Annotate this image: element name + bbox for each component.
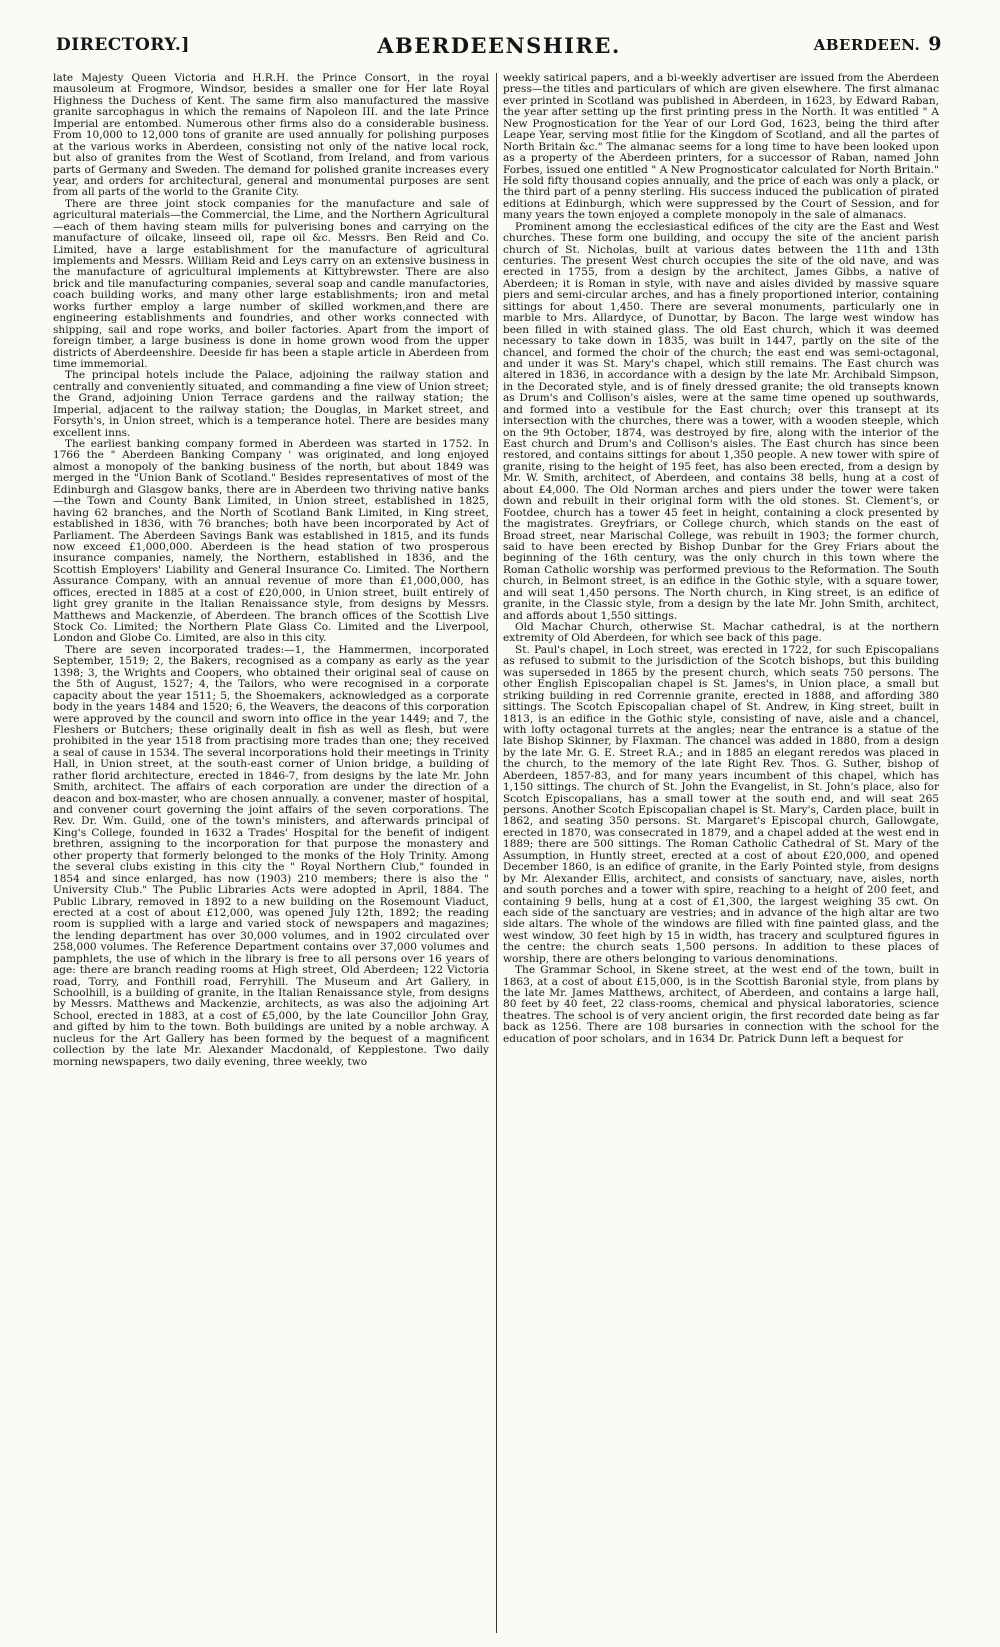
left-column	[53, 73, 489, 1628]
paragraph: The principal hotels include the Palace, adjoining the railway station and centrally and conveniently situated, and commanding a fine view of Union street; the Grand, adjoining Union Terrace gardens and the railway station; the Imperial, adjacent to the railway station; the Douglas, in Market street, and Forsyth's, in Union street, which is a temperance hotel. There are besides many excellent inns.	[53, 369, 489, 439]
section-label: DIRECTORY.]	[56, 35, 190, 55]
paragraph: St. Paul's chapel, in Loch street, was erected in 1722, for such Episcopalians as refused to submit to the jurisdiction of the Scotch bishops, but this building was superseded in 1865 by the present church, which seats 750 persons. The other English Episcopalian chapel is St. James's, in Union place, a small but striking building in red Corrennie granite, erected in 1888, and affording 380 sittings. The Scotch Episcopalian chapel of St. Andrew, in King street, built in 1813, is an edifice in the Gothic style, consisting of nave, aisle and a chancel, with lofty octagonal turrets at the angles; near the entrance is a statue of the late Bishop Skinner, by Flaxman. The chancel was added in 1880, from a design by the late Mr. G. E. Street R.A.; and in 1885 an elegant reredos was placed in the church, to the memory of the late Right Rev. Thos. G. Suther, bishop of Aberdeen, 1857-83, and for many years incumbent of this chapel, which has 1,150 sittings. The church of St. John the Evangelist, in St. John's place, also for Scotch Episcopalians, has a small tower at the south end, and will seat 265 persons. Another Scotch Episcopalian chapel is St. Mary's, Carden place, built in 1862, and seating 350 persons. St. Margaret's Episcopal church, Gallowgate, erected in 1870, was consecrated in 1879, and a chapel added at the west end in 1889; there are 500 sittings. The Roman Catholic Cathedral of St. Mary of the Assumption, in Huntly street, erected at a cost of about £20,000, and opened December 1860, is an edifice of granite, in the Early Pointed style, from designs by Mr. Alexander Ellis, architect, and consists of sanctuary, nave, aisles, north and south porches and a tower with spire, reaching to a height of 200 feet, and containing 9 bells, hung at a cost of £1,300, the largest weighing 35 cwt. On each side of the sanctuary are vestries; and in advance of the high altar are two side altars. The whole of the windows are filled with fine painted glass, and the west window, 30 feet high by 15 in width, has tracery and sculptured figures in the centre: the church seats 1,500 persons. In addition to these places of worship, there are others belonging to various denominations.	[503, 643, 939, 965]
paragraph: The earliest banking company formed in Aberdeen was started in 1752. In 1766 the " Aberdeen Banking Company ' was originated, and long enjoyed almost a monopoly of the banking business of the north, but about 1849 was merged in the "Union Bank of Scotland." Besides representatives of most of the Edinburgh and Glasgow banks, there are in Aberdeen two thriving native banks—the Town and County Bank Limited, in Union street, established in 1825, having 62 branches, and the North of Scotland Bank Limited, in King street, established in 1836, with 76 branches; both have been incorporated by Act of Parliament. The Aberdeen Savings Bank was established in 1815, and its funds now exceed £1,000,000. Aberdeen is the head station of two prosperous insurance companies, namely, the Northern, established in 1836, and the Scottish Employers' Liability and General Insurance Co. Limited. The Northern Assurance Company, with an annual revenue of more than £1,000,000, has offices, erected in 1885 at a cost of £20,000, in Union street, built entirely of light grey granite in the Italian Renaissance style, from designs by Messrs. Matthews and Mackenzie, of Aberdeen. The branch offices of the Scottish Live Stock Co. Limited; the Northern Plate Glass Co. Limited and the Liverpool, London and Globe Co. Limited, are also in this city.	[53, 438, 489, 645]
town-label-group	[814, 33, 942, 55]
county-title: ABERDEENSHIRE.	[377, 33, 621, 58]
paragraph: The Grammar School, in Skene street, at the west end of the town, built in 1863, at a cost of about £15,000, is in the Scottish Baronial style, from plans by the late Mr. James Matthews, architect, of Aberdeen, and contains a large hall, 80 feet by 40 feet, 22 class-rooms, chemical and physical laboratories, science theatres. The school is of very ancient origin, the first recorded date being as far back as 1256. There are 108 bursaries in connection with the school for the education of poor scholars, and in 1634 Dr. Patrick Dunn left a bequest for	[503, 964, 939, 1045]
paragraph: Old Machar Church, otherwise St. Machar cathedral, is at the northern extremity of Old Aberdeen, for which see back of this page.	[503, 621, 939, 645]
paragraph: late Majesty Queen Victoria and H.R.H. the Prince Consort, in the royal mausoleum at Frogmore, Windsor, besides a smaller one for Her late Royal Highness the Duchess of Kent. The same firm also manufactured the massive granite sarcophagus in which the remains of Napoleon III. and the late Prince Imperial are entombed. Numerous other firms also do a considerable business. From 10,000 to 12,000 tons of granite are used annually for polishing purposes at the various works in Aberdeen, consisting not only of the native local rock, but also of granites from the West of Scotland, from Ireland, and from various parts of Germany and Sweden. The demand for polished granite increases every year, and orders for architectural, general and monumental purposes are sent from all parts of the world to the Granite City.	[53, 73, 489, 199]
paragraph: There are three joint stock companies for the manufacture and sale of agricultural materials—the Commercial, the Lime, and the Northern Agricultural—each of them having steam mills for pulverising bones and carrying on the manufacture of oilcake, linseed oil, rape oil &c. Messrs. Ben Reid and Co. Limited, have a large establishment for the manufacture of agricultural implements and Messrs. William Reid and Leys carry on an extensive business in the manufacture of agricultural implements at Kittybrewster. There are also brick and tile manufacturing companies, several soap and candle manufactories, coach building works, and many other large establishments; iron and metal works further employ a large number of skilled workmen,and there are engineering establishments and foundries, and other works connected with shipping, sail and rope works, and boiler factories. Apart from the import of foreign timber, a large business is done in home grown wood from the upper districts of Aberdeenshire. Deeside fir has been a staple article in Aberdeen from time immemorial.	[53, 197, 489, 370]
right-column	[503, 73, 939, 1628]
paragraph: weekly satirical papers, and a bi-weekly advertiser are issued from the Aberdeen press—the titles and particulars of which are given elsewhere. The first almanac ever printed in Scotland was published in Aberdeen, in 1623, by Edward Raban, the year after setting up the first printing press in the North. It was entitled " A New Prognostication for the Year of our Lord God, 1623, being the third after Leape Year, serving most fitlie for the Kingdom of Scotland, and all the partes of North Britain &c." The almanac seems for a long time to have been looked upon as a property of the Aberdeen printers, for a successor of Raban, named John Forbes, issued one entitled " A New Prognosticator calculated for North Britain." He sold fifty thousand copies annually, and the price of each was only a plack, or the third part of a penny sterling. His success induced the publication of pirated editions at Edinburgh, which were suppressed by the Court of Session, and for many years the town enjoyed a complete monopoly in the sale of almanacs.	[503, 73, 939, 222]
column-divider	[496, 73, 497, 1633]
page-number: 9	[928, 33, 942, 55]
paragraph: Prominent among the ecclesiastical edifices of the city are the East and West churches. These form one building, and occupy the site of the ancient parish church of St. Nicholas, built at various dates between the 11th and 13th centuries. The present West church occupies the site of the old nave, and was erected in 1755, from a design by the architect, James Gibbs, a native of Aberdeen; it is Roman in style, with nave and aisles divided by massive square piers and semi-circular arches, and has a finely proportioned interior, containing sittings for about 1,450. There are several monuments, particularly one in marble to Mrs. Allardyce, of Dunottar, by Bacon. The large west window has been filled in with stained glass. The old East church, which it was deemed necessary to take down in 1835, was built in 1447, partly on the site of the chancel, and formed the choir of the church; the east end was semi-octagonal, and under it was St. Mary's chapel, which still remains. The East church was altered in 1836, in accordance with a design by the late Mr. Archibald Simpson, in the Decorated style, and is of finely dressed granite; the old transepts known as Drum's and Collison's aisles, were at the same time opened up southwards, and formed into a vestibule for the East church; over this transept at its intersection with the churches, there was a tower, with a wooden steeple, which on the 9th October, 1874, was destroyed by fire, along with the interior of the East church and Drum's and Collison's aisles. The East church has since been restored, and contains sittings for about 1,350 people. A new tower with spire of granite, rising to the height of 195 feet, has also been erected, from a design by Mr. W. Smith, architect, of Aberdeen, and contains 38 bells, hung at a cost of about £4,000. The Old Norman arches and piers under the tower were taken down and rebuilt in their original form with the old stones. St. Clement's, or Footdee, church has a tower 45 feet in height, containing a clock presented by the magistrates. Greyfriars, or College church, which stands on the east of Broad street, near Marischal College, was rebuilt in 1903; the former church, said to have been erected by Bishop Dunbar for the Grey Friars about the beginning of the 16th century, was the only church in this town where the Roman Catholic worship was performed previous to the Reformation. The South church, in Belmont street, is an edifice in the Gothic style, with a square tower, and will seat 1,450 persons. The North church, in King street, is an edifice of granite, in the Classic style, from a design by the late Mr. John Smith, architect, and affords about 1,550 sittings.	[503, 220, 939, 622]
page-header	[56, 33, 942, 61]
paragraph: There are seven incorporated trades:—1, the Hammermen, incorporated September, 1519; 2, the Bakers, recognised as a company as early as the year 1398; 3, the Wrights and Coopers, who obtained their original seal of cause on the 5th of August, 1527; 4, the Tailors, who were recognised in a corporate capacity about the year 1511; 5, the Shoemakers, acknowledged as a corporate body in the years 1484 and 1520; 6, the Weavers, the deacons of this corporation were approved by the council and sworn into office in the year 1449; and 7, the Fleshers or Butchers; these originally dealt in fish as well as flesh, but were prohibited in the year 1518 from practising more trades than one; they received a seal of cause in 1534. The several incorporations hold their meetings in Trinity Hall, in Union street, at the south-east corner of Union bridge, a building of rather florid architecture, erected in 1846-7, from designs by the late Mr. John Smith, architect. The affairs of each corporation are under the direction of a deacon and box-master, who are chosen annually. a convener, master of hospital, and convener court governing the joint affairs of the seven corporations. The Rev. Dr. Wm. Guild, one of the town's ministers, and afterwards principal of King's College, founded in 1632 a Trades' Hospital for the benefit of indigent brethren, assigning to the incorporation for that purpose the monastery and other property that formerly belonged to the monks of the Holy Trinity. Among the several clubs existing in this city the " Royal Northern Club," founded in 1854 and since enlarged, has now (1903) 210 members; there is also the " University Club." The Public Libraries Acts were adopted in April, 1884. The Public Library, removed in 1892 to a new building on the Rosemount Viaduct, erected at a cost of about £12,000, was opened July 12th, 1892; the reading room is supplied with a large and varied stock of newspapers and magazines; the lending department has over 30,000 volumes, and in 1902 circulated over 258,000 volumes. The Reference Department contains over 37,000 volumes and pamphlets, the use of which in the library is free to all persons over 16 years of age: there are branch reading rooms at High street, Old Aberdeen; 122 Victoria road, Torry, and Fonthill road, Ferryhill. The Museum and Art Gallery, in Schoolhill, is a building of granite, in the Italian Renaissance style, from designs by Messrs. Matthews and Mackenzie, architects, as was also the adjoining Art School, erected in 1883, at a cost of £5,000, by the late Councillor John Gray, and gifted by him to the town. Both buildings are united by a noble archway. A nucleus for the Art Gallery has been formed by the bequest of a magnificent collection by the late Mr. Alexander Macdonald, of Kepplestone. Two daily morning newspapers, two daily evening, three weekly, two	[53, 643, 489, 1068]
town-label: ABERDEEN.	[813, 36, 921, 54]
